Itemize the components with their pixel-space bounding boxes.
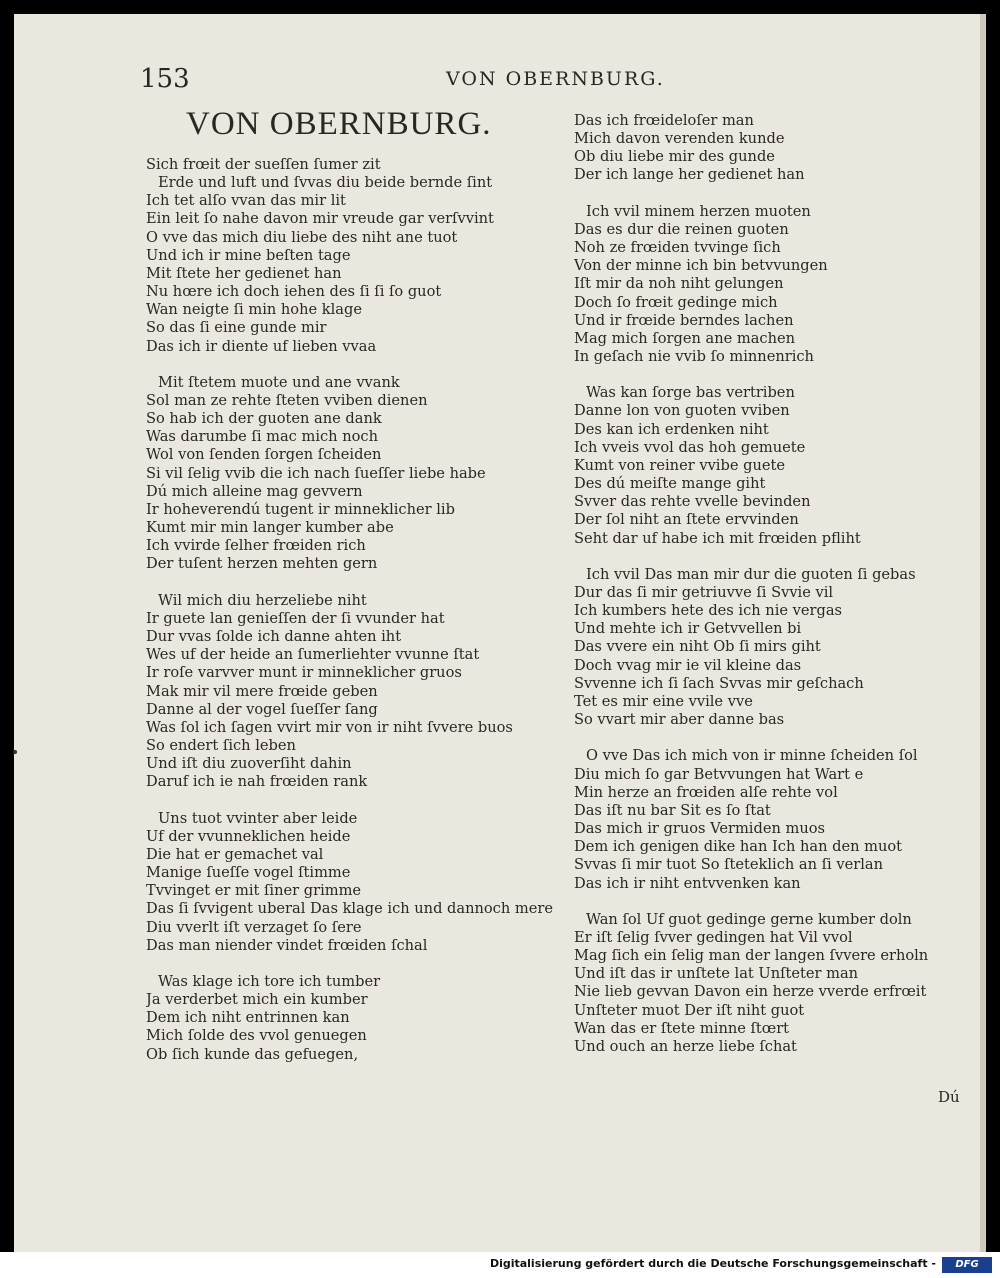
- verse-line: Mit ſtete her gedienet han: [146, 264, 342, 282]
- page-spine-shadow: [980, 14, 986, 1252]
- verse-line: Die hat er gemachet val: [146, 845, 324, 863]
- verse-line: Und ich ir mine beſten tage: [146, 246, 351, 264]
- verse-line: Tvvinget er mit ſiner grimme: [146, 882, 362, 900]
- stanza: [574, 566, 974, 729]
- verse-line: Uns tuot vvinter aber leide: [158, 809, 358, 827]
- verse-line: Und mehte ich ir Getvvellen bi: [574, 620, 802, 638]
- verse-line: So endert ſich leben: [146, 736, 296, 754]
- verse-line: Wan das er ſtete minne ſtœrt: [574, 1019, 790, 1037]
- verse-line: Wan ſol Uf guot gedinge gerne kumber doln: [586, 910, 912, 928]
- dfg-logo: DFG: [942, 1257, 992, 1273]
- verse-line: Min herze an frœiden alſe rehte vol: [574, 783, 838, 801]
- verse-line: Der ſol niht an ſtete ervvinden: [574, 511, 799, 529]
- stanza-gap: [146, 955, 566, 973]
- verse-line: Iſt mir da noh niht gelungen: [574, 275, 784, 293]
- digitization-footer: [0, 1252, 1000, 1278]
- stanza-gap: [146, 791, 566, 809]
- verse-line: Daruf ich ie nah frœiden rank: [146, 773, 368, 791]
- running-head: VON OBERNBURG.: [446, 68, 665, 90]
- verse-line: Tet es mir eine vvile vve: [574, 692, 753, 710]
- verse-line: Das man niender vindet frœiden ſchal: [146, 936, 428, 954]
- verse-line: Mag ſich ein ſelig man der langen ſvvere erholn: [574, 947, 929, 965]
- verse-line: Ir guete lan genieſſen der ſi vvunder hat: [146, 609, 445, 627]
- verse-line: Nu hœre ich doch iehen des ſi ſi ſo guot: [146, 283, 442, 301]
- verse-line: Seht dar uf habe ich mit frœiden pfliht: [574, 529, 861, 547]
- verse-line: Manige ſueſſe vogel ſtimme: [146, 864, 351, 882]
- stanza-gap: [574, 185, 974, 203]
- stanza: [146, 156, 566, 356]
- verse-line: So vvart mir aber danne bas: [574, 711, 785, 729]
- verse-line: O vve Das ich mich von ir minne ſcheiden ſol: [586, 747, 918, 765]
- verse-line: So das ſi eine gunde mir: [146, 319, 327, 337]
- stanza: [146, 973, 566, 1064]
- verse-line: Doch vvag mir ie vil kleine das: [574, 656, 802, 674]
- verse-line: Unſteter muot Der iſt niht guot: [574, 1001, 805, 1019]
- page-header: [14, 64, 986, 104]
- verse-line: Mag mich ſorgen ane machen: [574, 329, 796, 347]
- verse-line: Er iſt ſelig ſvver gedingen hat Vil vvol: [574, 928, 853, 946]
- stanza-gap: [574, 893, 974, 911]
- stanza-gap: [574, 548, 974, 566]
- verse-line: Das ſi ſvvigent uberal Das klage ich und dannoch mere: [146, 900, 553, 918]
- verse-line: Ich vvirde ſelher frœiden rich: [146, 537, 366, 555]
- stanza: [574, 747, 974, 892]
- stanza-gap: [146, 356, 566, 374]
- verse-line: Mak mir vil mere frœide geben: [146, 682, 378, 700]
- verse-line: Uf der vvunneklichen heide: [146, 827, 351, 845]
- verse-line: Mich davon verenden kunde: [574, 130, 785, 148]
- verse-line: Svver das rehte vvelle bevinden: [574, 493, 811, 511]
- verse-line: Ob diu liebe mir des gunde: [574, 148, 775, 166]
- verse-line: Kumt von reiner vvibe guete: [574, 456, 785, 474]
- verse-line: Das ich ir diente uf lieben vvaa: [146, 337, 377, 355]
- verse-line: Von der minne ich bin betvvungen: [574, 257, 828, 275]
- verse-line: Und ir frœide berndes lachen: [574, 311, 794, 329]
- stanza-gap: [574, 366, 974, 384]
- stanza-gap: [146, 574, 566, 592]
- verse-line: Das ich ir niht entvvenken kan: [574, 874, 801, 892]
- verse-line: Das ich frœideloſer man: [574, 112, 754, 129]
- verse-line: Und ouch an herze liebe ſchat: [574, 1037, 797, 1055]
- stanza-gap: [574, 729, 974, 747]
- catchword: Dú: [938, 1088, 960, 1106]
- footer-credit: Digitalisierung gefördert durch die Deutsche Forschungsgemeinschaft -: [489, 1257, 936, 1270]
- verse-line: Ich vvil Das man mir dur die guoten ſi gebas: [586, 565, 916, 583]
- stanza: [146, 374, 566, 574]
- verse-line: Ja verderbet mich ein kumber: [146, 991, 368, 1009]
- verse-line: Sol man ze rehte ſteten vviben dienen: [146, 392, 428, 410]
- verse-line: Das mich ir gruos Vermiden muos: [574, 820, 826, 838]
- stanza: [574, 911, 974, 1056]
- margin-mark: [13, 750, 17, 754]
- verse-line: Was klage ich tore ich tumber: [158, 972, 381, 990]
- right-column: [574, 112, 974, 1056]
- verse-line: Was darumbe ſi mac mich noch: [146, 428, 378, 446]
- verse-line: Dur vvas ſolde ich danne ahten iht: [146, 628, 402, 646]
- verse-line: Svvenne ich ſi ſach Svvas mir geſchach: [574, 674, 864, 692]
- verse-line: Wil mich diu herzeliebe niht: [158, 591, 367, 609]
- verse-line: In geſach nie vvib ſo minnenrich: [574, 348, 814, 366]
- verse-line: Das vvere ein niht Ob ſi mirs giht: [574, 638, 821, 656]
- verse-line: Dú mich alleine mag gevvern: [146, 482, 363, 500]
- verse-line: Und iſt das ir unſtete lat Unſteter man: [574, 965, 859, 983]
- verse-line: Ich tet alſo vvan das mir lit: [146, 192, 346, 210]
- verse-line: Nie lieb gevvan Davon ein herze vverde erfrœit: [574, 983, 927, 1001]
- verse-line: Des kan ich erdenken niht: [574, 420, 769, 438]
- page-number: 153: [140, 64, 190, 94]
- verse-line: Wan neigte ſi min hohe klage: [146, 301, 362, 319]
- verse-line: Was ſol ich ſagen vvirt mir von ir niht ſvvere buos: [146, 718, 513, 736]
- verse-line: Erde und luft und ſvvas diu beide bernde ſint: [158, 174, 493, 192]
- verse-line: Dem ich niht entrinnen kan: [146, 1009, 350, 1027]
- left-column: [146, 156, 566, 1064]
- stanza: [146, 810, 566, 955]
- verse-line: Der ich lange her gedienet han: [574, 166, 805, 184]
- verse-line: Diu mich ſo gar Betvvungen hat Wart e: [574, 765, 864, 783]
- verse-line: Das iſt nu bar Sit es ſo ſtat: [574, 801, 771, 819]
- stanza: [574, 384, 974, 547]
- verse-line: Ob ſich kunde das gefuegen,: [146, 1045, 359, 1063]
- verse-line: Das es dur die reinen guoten: [574, 220, 789, 238]
- poem-title: VON OBERNBURG.: [186, 106, 492, 142]
- verse-line: Der tuſent herzen mehten gern: [146, 555, 378, 573]
- stanza: [146, 592, 566, 792]
- verse-line: Wes uf der heide an ſumerliehter vvunne ſtat: [146, 646, 480, 664]
- verse-line: Kumt mir min langer kumber abe: [146, 519, 394, 537]
- verse-line: Mich ſolde des vvol genuegen: [146, 1027, 367, 1045]
- verse-line: Danne al der vogel ſueſſer ſang: [146, 700, 378, 718]
- verse-line: O vve das mich diu liebe des niht ane tuot: [146, 228, 458, 246]
- verse-line: Si vil ſelig vvib die ich nach ſueſſer liebe habe: [146, 464, 486, 482]
- verse-line: Was kan ſorge bas vertriben: [586, 384, 795, 402]
- stanza: [574, 112, 974, 185]
- verse-line: Und iſt diu zuoverſiht dahin: [146, 755, 352, 773]
- stanza: [574, 203, 974, 366]
- verse-line: Dem ich genigen dike han Ich han den muot: [574, 838, 903, 856]
- verse-line: Mit ſtetem muote und ane vvank: [158, 373, 400, 391]
- verse-line: Ir roſe varvver munt ir minneklicher gruos: [146, 664, 462, 682]
- verse-line: Danne lon von guoten vviben: [574, 402, 790, 420]
- verse-line: Noh ze frœiden tvvinge ſich: [574, 239, 781, 257]
- verse-line: Diu vverlt iſt verzaget ſo ſere: [146, 918, 362, 936]
- verse-line: Wol von ſenden ſorgen ſcheiden: [146, 446, 382, 464]
- verse-line: Des dú meiſte mange giht: [574, 475, 766, 493]
- verse-line: Sich frœit der sueſſen ſumer zit: [146, 156, 381, 173]
- book-page: [14, 14, 986, 1252]
- verse-line: Ich kumbers hete des ich nie vergas: [574, 602, 843, 620]
- verse-line: Ich vveis vvol das hoh gemuete: [574, 438, 806, 456]
- verse-line: Ir hoheverendú tugent ir minneklicher lib: [146, 500, 455, 518]
- verse-line: Doch ſo frœit gedinge mich: [574, 293, 778, 311]
- verse-line: Ich vvil minem herzen muoten: [586, 202, 811, 220]
- verse-line: Svvas ſi mir tuot So ſteteklich an ſi verlan: [574, 856, 883, 874]
- verse-line: Dur das ſi mir getriuvve ſi Svvie vil: [574, 584, 834, 602]
- verse-line: So hab ich der guoten ane dank: [146, 410, 382, 428]
- verse-line: Ein leit ſo nahe davon mir vreude gar verſvvint: [146, 210, 494, 228]
